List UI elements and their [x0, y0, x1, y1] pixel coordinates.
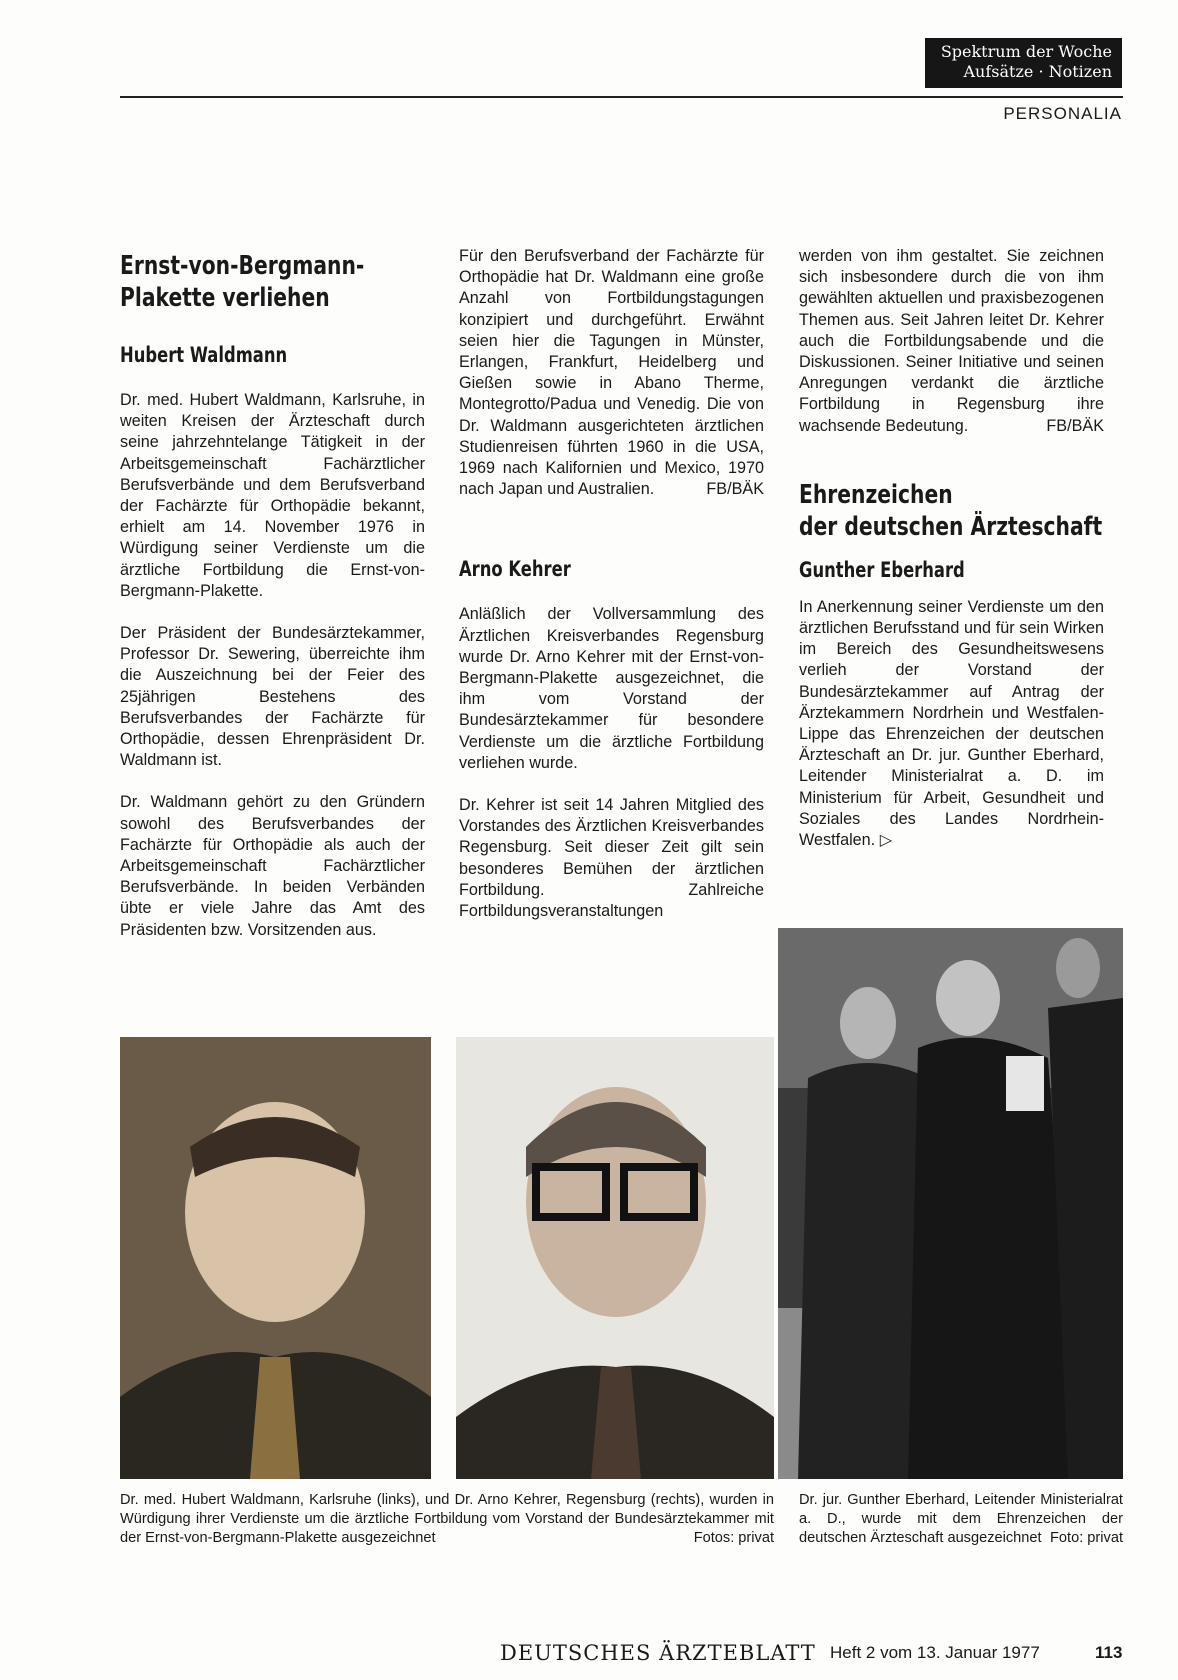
photo-credit: Foto: privat: [1050, 1530, 1123, 1546]
column-1: [120, 250, 425, 941]
paragraph-text: werden von ihm gestaltet. Sie zeichnen sich insbesondere durch die von ihm gewählten aktuellen und praxisbezogenen Themen aus. Seit Jahren leitet Dr. Kehrer auch die Fortbildungsabende und die Diskussionen. Seiner Initiative und seinen Anregungen verdankt die ärztliche Fortbildung in Regensburg ihre wachsende Bedeutung.: [799, 247, 1104, 435]
paragraph: Der Präsident der Bundesärztekammer, Professor Dr. Sewering, überreichte ihm die Auszeichnung bei der Feier des 25jährigen Bestehens des Berufsverbandes der Fachärzte für Orthopädie, dessen Ehrenpräsident Dr. Waldmann ist.: [120, 624, 425, 770]
continue-arrow-icon: ▷: [879, 831, 893, 850]
paragraph: [459, 246, 764, 500]
subheading-kehrer: Arno Kehrer: [459, 557, 571, 582]
badge-line-1: Spektrum der Woche: [940, 42, 1112, 61]
paragraph: Anläßlich der Vollversammlung des Ärztlichen Kreisverbandes Regensburg wurde Dr. Arno Kehrer mit der Ernst-von-Bergmann-Plakette ausgezeichnet, die ihm vom Vorstand der Bundesärztekammer für besondere Verdienste um die ärztliche Fortbildung verliehen wurde.: [459, 605, 764, 772]
caption-text: Dr. med. Hubert Waldmann, Karlsruhe (links), und Dr. Arno Kehrer, Regensburg (rechts), wurden in Würdigung ihrer Verdienste um die ärztliche Fortbildung vom Vorstand der Bundesärztekammer mit der Ernst-von-Bergmann-Plakette ausgezeichnet: [120, 1492, 774, 1546]
paragraph: Dr. med. Hubert Waldmann, Karlsruhe, in weiten Kreisen der Ärzteschaft durch seine jahrzehntelange Tätigkeit in der Arbeitsgemeinschaft Fachärztlicher Berufsverbände und dem Berufsverband der Fachärzte für Orthopädie bekannt, erhielt am 14. November 1976 in Würdigung seiner Verdienste um die ärztliche Fortbildung die Ernst-von-Bergmann-Plakette.: [120, 391, 425, 600]
caption-right: [799, 1491, 1123, 1548]
section-label: PERSONALIA: [1003, 104, 1122, 123]
paragraph: Dr. Waldmann gehört zu den Gründern sowohl des Berufsverbandes der Fachärzte für Orthopädie als auch der Arbeitsgemeinschaft Fachärztlicher Berufsverbände. In beiden Verbänden übte er viele Jahre das Amt des Präsidenten bzw. Vorsitzenden aus.: [120, 793, 425, 939]
photo-credit: Fotos: privat: [693, 1530, 774, 1546]
paragraph: Dr. Kehrer ist seit 14 Jahren Mitglied des Vorstandes des Ärztlichen Kreisverbandes Regensburg. Seit dieser Zeit gilt sein besonderes Bemühen der ärztlichen Fortbildung. Zahlreiche Fortbildungsveranstaltungen: [459, 796, 764, 921]
badge-line-2: Aufsätze · Notizen: [963, 62, 1112, 81]
photo-image: [778, 928, 1123, 1479]
page-number: 113: [1095, 1643, 1123, 1662]
article-title-line-2: der deutschen Ärzteschaft: [799, 511, 1103, 542]
subheading-waldmann: Hubert Waldmann: [120, 343, 288, 367]
paragraph: [799, 597, 1104, 851]
paragraph: [799, 246, 1104, 437]
photo-eberhard-ceremony: [778, 928, 1123, 1479]
source-credit: FB/BÄK: [1046, 416, 1104, 435]
photo-kehrer: [456, 1037, 774, 1479]
footer-issue: Heft 2 vom 13. Januar 1977: [830, 1643, 1040, 1662]
section-badge: [925, 38, 1122, 88]
column-2: [459, 246, 764, 922]
caption-text: Dr. jur. Gunther Eberhard, Leitender Ministerialrat a. D., wurde mit dem Ehrenzeichen der deutschen Ärzteschaft ausgezeichnet: [799, 1492, 1123, 1546]
footer-masthead: DEUTSCHES ÄRZTEBLATT: [500, 1641, 816, 1665]
article-title-line-2: Plakette verliehen: [120, 283, 330, 313]
subheading-eberhard: Gunther Eberhard: [799, 557, 965, 582]
article-title-line-1: Ehrenzeichen: [799, 479, 953, 510]
photo-image: [456, 1037, 774, 1479]
paragraph-text: Für den Berufsverband der Fachärzte für Orthopädie hat Dr. Waldmann eine große Anzahl von Fortbildungstagungen konzipiert und durchgeführt. Erwähnt seien hier die Tagungen in Münster, Erlangen, Frankfurt, Heidelberg und Gießen sowie in Abano Therme, Montegrotto/Padua und Venedig. Die von Dr. Waldmann ausgerichteten ärztlichen Studienreisen führten 1960 in die USA, 1969 nach Kalifornien und Mexico, 1970 nach Japan und Australien.: [459, 247, 764, 499]
photo-waldmann: [120, 1037, 431, 1479]
column-3: [799, 246, 1104, 851]
header-rule: [120, 96, 1123, 98]
photo-image: [120, 1037, 431, 1479]
source-credit: FB/BÄK: [706, 480, 764, 499]
article-title-line-1: Ernst-von-Bergmann-: [120, 251, 365, 281]
caption-left: [120, 1491, 774, 1548]
paragraph-text: In Anerkennung seiner Verdienste um den ärztlichen Berufsstand und für sein Wirken im Bereich des Gesundheitswesens verlieh der Vorstand der Bundesärztekammer auf Antrag der Ärztekammern Nordrhein und Westfalen-Lippe das Ehrenzeichen der deutschen Ärzteschaft an Dr. jur. Gunther Eberhard, Leitender Ministerialrat a. D. im Ministerium für Arbeit, Gesundheit und Soziales des Landes Nordrhein-Westfalen.: [799, 597, 1104, 850]
